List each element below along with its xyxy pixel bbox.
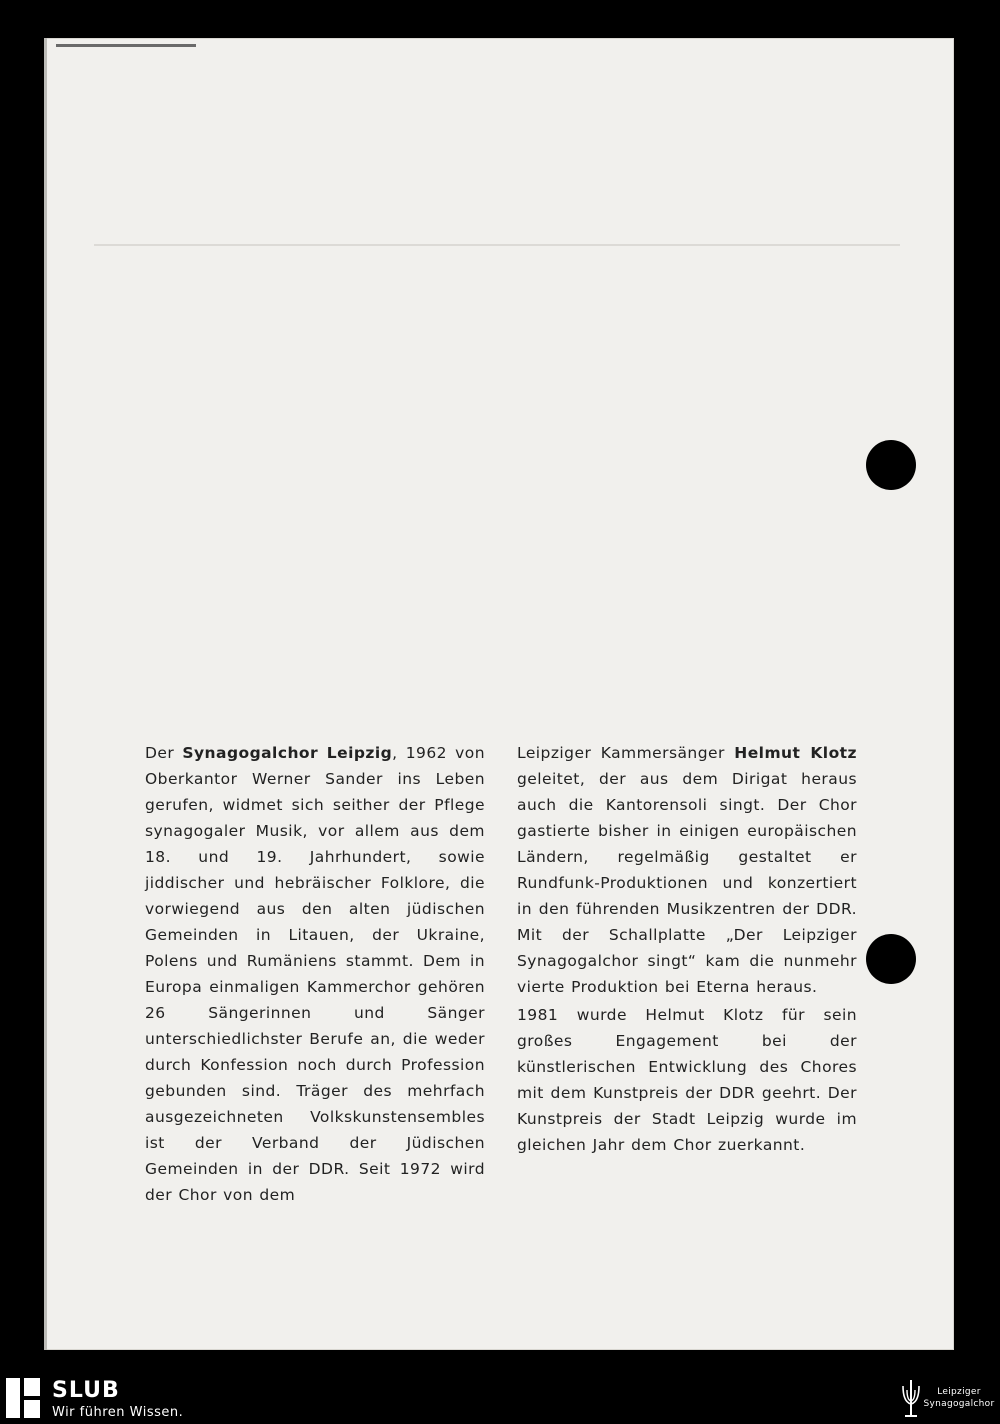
footer-bar — [0, 1372, 1000, 1424]
page-left-edge — [44, 38, 47, 1350]
paragraph: 1981 wurde Helmut Klotz für sein großes Engagement bei der künstlerischen Entwicklung des Chores mit dem Kunstpreis der DDR geehrt. Der Kunstpreis der Stadt Leipzig wurde im gleichen Jahr dem Chor zuerkannt. — [517, 1006, 857, 1154]
page-edge-mark — [56, 44, 196, 47]
paragraph — [517, 740, 857, 1000]
text-column-left — [145, 740, 485, 1210]
choir-name-bold: Synagogalchor Leipzig — [182, 744, 393, 762]
punch-hole-bottom — [866, 934, 916, 984]
slub-logo-icon — [6, 1378, 40, 1418]
library-claim: Wir führen Wissen. — [52, 1405, 184, 1420]
text-column-right — [517, 740, 857, 1160]
paragraph — [145, 740, 485, 1208]
document-page — [44, 38, 954, 1350]
punch-hole-top — [866, 440, 916, 490]
collection-name — [922, 1386, 996, 1410]
bleed-through-rule — [94, 244, 900, 246]
collection-name-line2: Synagogalchor — [923, 1399, 995, 1409]
text-span: Leipziger Kammersänger — [517, 744, 735, 762]
conductor-name-bold: Helmut Klotz — [734, 744, 857, 762]
text-span: Der — [145, 744, 183, 762]
text-span: , 1962 von Oberkantor Werner Sander ins Leben gerufen, widmet sich seither der Pflege synagogaler Musik, vor allem aus dem 18. und 19. Jahrhundert, sowie jiddischer und hebräischer Folklore, die vorwiegend aus den alten jüdischen Gemeinden in Litauen, der Ukraine, Polens und Rumäniens stammt. Dem in Europa einmaligen Kammerchor gehören 26 Sängerinnen und Sänger unterschiedlichster Berufe an, die weder durch Konfession noch durch Profession gebunden sind. Träger des mehrfach ausgezeichneten Volkskunstensembles ist der Verband der Jüdischen Gemeinden in der DDR. Seit 1972 wird der Chor von dem — [145, 744, 485, 1204]
text-span: geleitet, der aus dem Dirigat heraus auch die Kantorensoli singt. Der Chor gastierte bisher in einigen europäischen Ländern, regelmäßig gestaltet er Rundfunk-Produktionen und konzertiert in den führenden Musikzentren der DDR. Mit der Schallplatte „Der Leipziger Synagogalchor singt“ kam die nunmehr vierte Produktion bei Eterna heraus. — [517, 770, 857, 996]
menorah-icon — [898, 1376, 924, 1420]
collection-name-line1: Leipziger — [937, 1387, 981, 1397]
library-name: SLUB — [52, 1378, 120, 1403]
